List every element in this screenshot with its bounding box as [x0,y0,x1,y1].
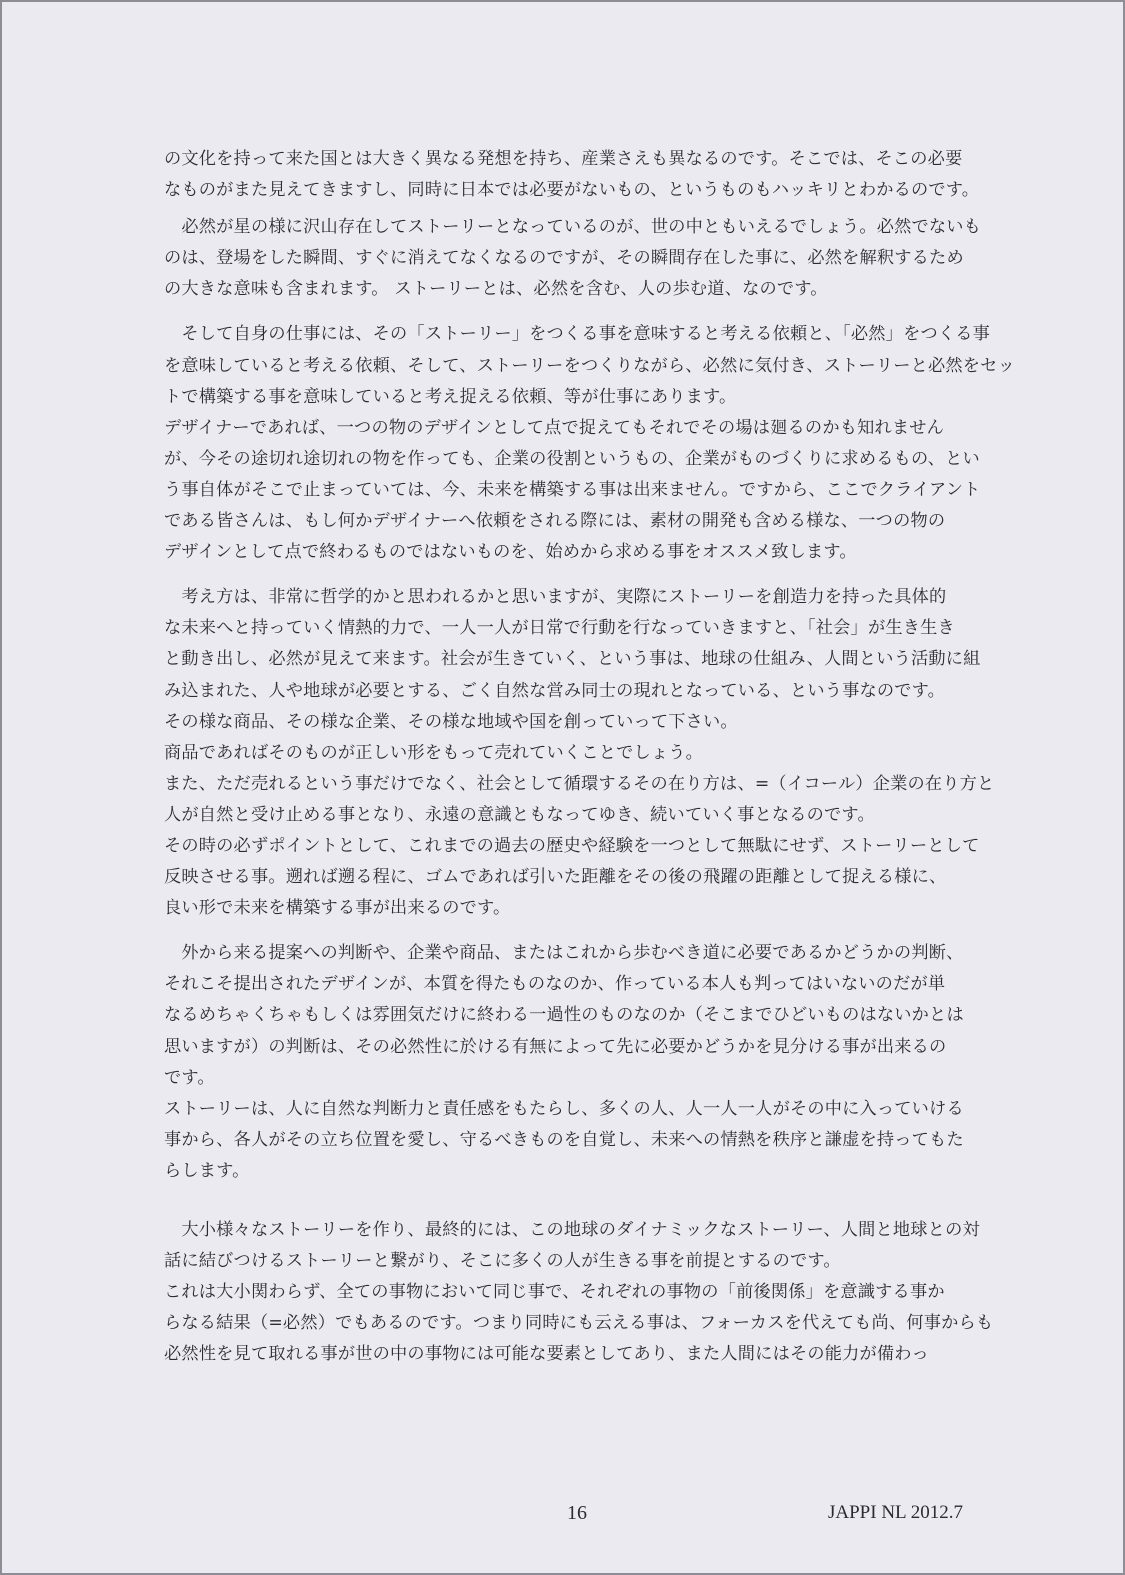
text-line: 思いますが）の判断は、その必然性に於ける有無によって先に必要かどうかを見分ける事が出来るの [164,1036,947,1057]
text-line: ストーリーは、人に自然な判断力と責任感をもたらし、多くの人、人一人一人がその中に入っていける [164,1098,964,1119]
text-line: 大小様々なストーリーを作り、最終的には、この地球のダイナミックなストーリー、人間と地球との対 [164,1220,980,1240]
text-line: 良い形で未来を構築する事が出来るのです。 [164,898,511,919]
body-text [164,144,1014,1370]
text-line: 商品であればそのものが正しい形をもって売れていくことでしょう。 [164,742,704,763]
text-line: である皆さんは、もし何かデザイナーへ依頼をされる際には、素材の開発も含める様な、一つの物の [164,511,946,532]
text-line: と動き出し、必然が見えて来ます。社会が生きていく、という事は、地球の仕組み、人間という活動に組 [164,649,981,670]
text-line: 考え方は、非常に哲学的かと思われるかと思いますが、実際にストーリーを創造力を持った具体的 [164,587,947,608]
paragraph-gap [164,305,1014,319]
text-line: デザイナーであれば、一つの物のデザインとして点で捉えてもそれでその場は廻るのかも知れません [164,417,945,438]
paragraph-gap [164,924,1014,938]
text-line: その様な商品、その様な企業、その様な地域や国を創っていって下さい。 [164,711,738,732]
text-line: 事から、各人がその立ち位置を愛し、守るべきものを自覚し、未来への情熱を秩序と謙虚を持ってもた [164,1129,964,1150]
text-line: が、今その途切れ途切れの物を作っても、企業の役割というもの、企業がものづくりに求めるもの、とい [164,448,980,469]
page-number: 16 [567,1502,587,1524]
text-line: です。 [164,1067,215,1088]
text-line: なるめちゃくちゃもしくは雰囲気だけに終わる一過性のものなのか（そこまでひどいものはないかとは [164,1005,964,1026]
text-line: らします。 [164,1160,250,1181]
text-line: う事自体がそこで止まっていては、今、未来を構築する事は出来ません。ですから、ここでクライアント [164,479,981,500]
text-line: それこそ提出されたデザインが、本質を得たものなのか、作っている本人も判ってはいないのだが単 [164,974,946,995]
text-line: のは、登場をした瞬間、すぐに消えてなくなるのですが、その瞬間存在した事に、必然を解釈するため [164,248,964,269]
text-line: を意味していると考える依頼、そして、ストーリーをつくりながら、必然に気付き、ストーリーと必然をセッ [164,355,1015,376]
text-line: の文化を持って来た国とは大きく異なる発想を持ち、産業さえも異なるのです。そこでは、そこの必要 [164,149,963,169]
text-line: 必然性を見て取れる事が世の中の事物には可能な要素としてあり、また人間にはその能力が備わっ [164,1344,929,1365]
text-line: なものがまた見えてきますし、同時に日本では必要がないもの、というものもハッキリとわかるのです。 [164,180,980,201]
paragraph-gap [164,568,1014,582]
text-line: また、ただ売れるという事だけでなく、社会として循環するその在り方は、=（イコール）企業の在り方と [164,773,995,794]
publication-label: JAPPI NL 2012.7 [828,1502,963,1523]
paragraph-gap [164,1187,1014,1215]
text-line: な未来へと持っていく情熱的力で、一人一人が日常で行動を行なっていきますと、「社会」が生き生き [164,618,955,639]
text-line: 話に結びつけるストーリーと繋がり、そこに多くの人が生きる事を前提とするのです。 [164,1251,841,1272]
text-line: み込まれた、人や地球が必要とする、ごく自然な営み同士の現れとなっている、という事なのです。 [164,680,946,701]
text-line: その時の必ずポイントとして、これまでの過去の歴史や経験を一つとして無駄にせず、ストーリーとして [164,835,980,856]
text-line: これは大小関わらず、全ての事物において同じ事で、それぞれの事物の「前後関係」を意識する事か [164,1282,945,1303]
text-line: トで構築する事を意味していると考え捉える依頼、等が仕事にあります。 [164,386,737,407]
text-line: 反映させる事。遡れば遡る程に、ゴムであれば引いた距離をその後の飛躍の距離として捉える様に、 [164,867,947,888]
text-line: 人が自然と受け止める事となり、永遠の意識ともなってゆき、続いていく事となるのです。 [164,804,875,825]
text-line: デザインとして点で終わるものではないものを、始めから求める事をオススメ致します。 [164,542,857,563]
text-line: の大きな意味も含まれます。 ストーリーとは、必然を含む、人の歩む道、なのです。 [164,279,828,300]
text-line: らなる結果（=必然）でもあるのです。つまり同時にも云える事は、フォーカスを代えても尚、何事からも [164,1313,994,1334]
text-line: 必然が星の様に沢山存在してストーリーとなっているのが、世の中ともいえるでしょう。必然でないも [164,217,982,238]
text-line: そして自身の仕事には、その「ストーリー」をつくる事を意味すると考える依頼と、「必然」をつくる事 [164,324,991,345]
text-line: 外から来る提案への判断や、企業や商品、またはこれから歩むべき道に必要であるかどうかの判断、 [164,943,964,964]
